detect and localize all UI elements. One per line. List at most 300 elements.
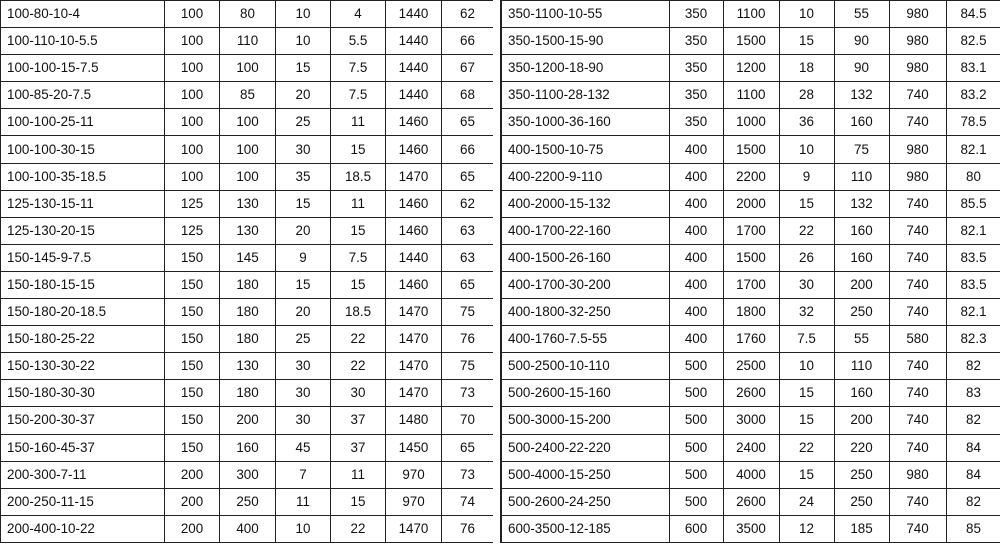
value-cell: 18.5	[331, 163, 386, 190]
model-cell: 100-80-10-4	[1, 1, 165, 28]
pump-spec-table-left	[0, 0, 494, 543]
value-cell: 15	[779, 461, 834, 488]
table-row	[501, 136, 1000, 163]
model-cell: 400-2000-15-132	[501, 190, 669, 217]
value-cell: 300	[220, 461, 276, 488]
table-row	[1, 109, 494, 136]
value-cell: 150	[165, 299, 220, 326]
value-cell: 82.1	[946, 217, 1000, 244]
value-cell: 82	[946, 353, 1000, 380]
left-table-body	[1, 1, 494, 543]
value-cell: 15	[779, 407, 834, 434]
value-cell: 125	[165, 190, 220, 217]
table-row	[1, 244, 494, 271]
value-cell: 24	[779, 488, 834, 515]
value-cell: 250	[834, 461, 889, 488]
value-cell: 63	[442, 244, 494, 271]
value-cell: 740	[889, 271, 946, 298]
value-cell: 83.2	[946, 82, 1000, 109]
table-row	[501, 326, 1000, 353]
value-cell: 20	[276, 217, 331, 244]
value-cell: 76	[442, 515, 494, 542]
value-cell: 1470	[386, 515, 442, 542]
value-cell: 400	[669, 136, 723, 163]
value-cell: 100	[220, 109, 276, 136]
value-cell: 30	[331, 380, 386, 407]
value-cell: 83.5	[946, 271, 1000, 298]
value-cell: 1440	[386, 1, 442, 28]
value-cell: 1100	[723, 1, 779, 28]
table-row	[1, 136, 494, 163]
table-row	[1, 353, 494, 380]
value-cell: 400	[669, 163, 723, 190]
value-cell: 1500	[723, 28, 779, 55]
value-cell: 740	[889, 488, 946, 515]
model-cell: 400-2200-9-110	[501, 163, 669, 190]
model-cell: 100-85-20-7.5	[1, 82, 165, 109]
value-cell: 145	[220, 244, 276, 271]
table-row	[1, 380, 494, 407]
value-cell: 75	[442, 299, 494, 326]
value-cell: 18.5	[331, 299, 386, 326]
value-cell: 980	[889, 136, 946, 163]
value-cell: 580	[889, 326, 946, 353]
table-row	[1, 55, 494, 82]
model-cell: 350-1500-15-90	[501, 28, 669, 55]
table-row	[1, 407, 494, 434]
value-cell: 130	[220, 190, 276, 217]
value-cell: 350	[669, 82, 723, 109]
table-row	[1, 82, 494, 109]
model-cell: 500-3000-15-200	[501, 407, 669, 434]
table-row	[1, 434, 494, 461]
value-cell: 32	[779, 299, 834, 326]
value-cell: 980	[889, 163, 946, 190]
model-cell: 600-3500-12-185	[501, 515, 669, 542]
value-cell: 15	[276, 55, 331, 82]
value-cell: 10	[779, 1, 834, 28]
value-cell: 150	[165, 380, 220, 407]
table-row	[501, 488, 1000, 515]
value-cell: 150	[165, 353, 220, 380]
value-cell: 11	[331, 109, 386, 136]
value-cell: 500	[669, 353, 723, 380]
value-cell: 30	[276, 380, 331, 407]
value-cell: 11	[276, 488, 331, 515]
value-cell: 15	[779, 28, 834, 55]
model-cell: 400-1500-10-75	[501, 136, 669, 163]
value-cell: 62	[442, 1, 494, 28]
value-cell: 65	[442, 271, 494, 298]
table-row	[501, 55, 1000, 82]
value-cell: 10	[779, 136, 834, 163]
model-cell: 350-1100-28-132	[501, 82, 669, 109]
value-cell: 130	[220, 217, 276, 244]
model-cell: 100-100-25-11	[1, 109, 165, 136]
value-cell: 45	[276, 434, 331, 461]
value-cell: 1470	[386, 380, 442, 407]
value-cell: 400	[669, 217, 723, 244]
value-cell: 200	[834, 407, 889, 434]
table-row	[501, 28, 1000, 55]
value-cell: 110	[220, 28, 276, 55]
value-cell: 25	[276, 109, 331, 136]
table-row	[1, 488, 494, 515]
value-cell: 75	[834, 136, 889, 163]
value-cell: 150	[165, 407, 220, 434]
table-row	[501, 515, 1000, 542]
value-cell: 2600	[723, 488, 779, 515]
value-cell: 7.5	[331, 244, 386, 271]
model-cell: 400-1500-26-160	[501, 244, 669, 271]
table-row	[1, 163, 494, 190]
model-cell: 150-200-30-37	[1, 407, 165, 434]
model-cell: 200-300-7-11	[1, 461, 165, 488]
table-row	[501, 271, 1000, 298]
value-cell: 2200	[723, 163, 779, 190]
value-cell: 2500	[723, 353, 779, 380]
value-cell: 90	[834, 28, 889, 55]
value-cell: 1460	[386, 136, 442, 163]
value-cell: 22	[331, 326, 386, 353]
value-cell: 980	[889, 461, 946, 488]
value-cell: 1700	[723, 217, 779, 244]
value-cell: 100	[165, 109, 220, 136]
value-cell: 75	[442, 353, 494, 380]
value-cell: 110	[834, 353, 889, 380]
value-cell: 185	[834, 515, 889, 542]
right-table-body	[501, 1, 1000, 543]
value-cell: 3500	[723, 515, 779, 542]
value-cell: 82.1	[946, 299, 1000, 326]
table-row	[501, 380, 1000, 407]
value-cell: 250	[220, 488, 276, 515]
value-cell: 1440	[386, 244, 442, 271]
value-cell: 7	[276, 461, 331, 488]
value-cell: 73	[442, 461, 494, 488]
model-cell: 150-180-20-18.5	[1, 299, 165, 326]
model-cell: 500-2600-15-160	[501, 380, 669, 407]
model-cell: 400-1700-30-200	[501, 271, 669, 298]
value-cell: 160	[834, 244, 889, 271]
value-cell: 85.5	[946, 190, 1000, 217]
model-cell: 150-145-9-7.5	[1, 244, 165, 271]
model-cell: 150-180-15-15	[1, 271, 165, 298]
value-cell: 22	[779, 217, 834, 244]
value-cell: 740	[889, 299, 946, 326]
value-cell: 55	[834, 326, 889, 353]
value-cell: 85	[946, 515, 1000, 542]
value-cell: 73	[442, 380, 494, 407]
value-cell: 66	[442, 136, 494, 163]
value-cell: 30	[779, 271, 834, 298]
table-row	[1, 28, 494, 55]
value-cell: 160	[220, 434, 276, 461]
value-cell: 15	[331, 136, 386, 163]
value-cell: 76	[442, 326, 494, 353]
value-cell: 36	[779, 109, 834, 136]
value-cell: 26	[779, 244, 834, 271]
value-cell: 82	[946, 488, 1000, 515]
value-cell: 400	[669, 190, 723, 217]
value-cell: 7.5	[331, 82, 386, 109]
value-cell: 1440	[386, 82, 442, 109]
value-cell: 100	[165, 28, 220, 55]
value-cell: 1700	[723, 271, 779, 298]
value-cell: 150	[165, 271, 220, 298]
model-cell: 100-100-15-7.5	[1, 55, 165, 82]
value-cell: 220	[834, 434, 889, 461]
value-cell: 500	[669, 461, 723, 488]
model-cell: 350-1200-18-90	[501, 55, 669, 82]
table-row	[501, 109, 1000, 136]
model-cell: 400-1760-7.5-55	[501, 326, 669, 353]
value-cell: 980	[889, 28, 946, 55]
value-cell: 66	[442, 28, 494, 55]
value-cell: 65	[442, 434, 494, 461]
model-cell: 500-4000-15-250	[501, 461, 669, 488]
value-cell: 37	[331, 407, 386, 434]
table-row	[501, 1, 1000, 28]
value-cell: 200	[220, 407, 276, 434]
value-cell: 10	[276, 515, 331, 542]
table-row	[501, 217, 1000, 244]
value-cell: 1460	[386, 217, 442, 244]
value-cell: 150	[165, 434, 220, 461]
value-cell: 28	[779, 82, 834, 109]
value-cell: 84.5	[946, 1, 1000, 28]
value-cell: 200	[165, 515, 220, 542]
value-cell: 65	[442, 109, 494, 136]
value-cell: 400	[220, 515, 276, 542]
pump-spec-table-right	[500, 0, 1000, 543]
table-row	[501, 82, 1000, 109]
value-cell: 1500	[723, 244, 779, 271]
model-cell: 150-180-25-22	[1, 326, 165, 353]
value-cell: 2600	[723, 380, 779, 407]
value-cell: 980	[889, 55, 946, 82]
value-cell: 100	[165, 136, 220, 163]
value-cell: 1460	[386, 271, 442, 298]
table-row	[1, 299, 494, 326]
value-cell: 1760	[723, 326, 779, 353]
value-cell: 132	[834, 82, 889, 109]
value-cell: 83.1	[946, 55, 1000, 82]
value-cell: 15	[331, 217, 386, 244]
value-cell: 400	[669, 299, 723, 326]
value-cell: 15	[779, 190, 834, 217]
value-cell: 400	[669, 244, 723, 271]
table-row	[501, 190, 1000, 217]
value-cell: 500	[669, 488, 723, 515]
value-cell: 250	[834, 488, 889, 515]
value-cell: 200	[165, 461, 220, 488]
model-cell: 350-1000-36-160	[501, 109, 669, 136]
model-cell: 200-250-11-15	[1, 488, 165, 515]
value-cell: 350	[669, 55, 723, 82]
value-cell: 68	[442, 82, 494, 109]
value-cell: 20	[276, 82, 331, 109]
value-cell: 200	[165, 488, 220, 515]
value-cell: 2400	[723, 434, 779, 461]
value-cell: 500	[669, 380, 723, 407]
value-cell: 30	[276, 353, 331, 380]
value-cell: 18	[779, 55, 834, 82]
value-cell: 74	[442, 488, 494, 515]
value-cell: 15	[276, 271, 331, 298]
value-cell: 4	[331, 1, 386, 28]
value-cell: 15	[779, 380, 834, 407]
model-cell: 100-100-35-18.5	[1, 163, 165, 190]
model-cell: 200-400-10-22	[1, 515, 165, 542]
value-cell: 30	[276, 407, 331, 434]
value-cell: 10	[276, 1, 331, 28]
value-cell: 1200	[723, 55, 779, 82]
value-cell: 65	[442, 163, 494, 190]
value-cell: 85	[220, 82, 276, 109]
value-cell: 1480	[386, 407, 442, 434]
value-cell: 130	[220, 353, 276, 380]
value-cell: 70	[442, 407, 494, 434]
value-cell: 980	[889, 1, 946, 28]
value-cell: 30	[276, 136, 331, 163]
value-cell: 740	[889, 217, 946, 244]
value-cell: 1440	[386, 55, 442, 82]
value-cell: 1470	[386, 299, 442, 326]
value-cell: 200	[834, 271, 889, 298]
value-cell: 37	[331, 434, 386, 461]
value-cell: 9	[779, 163, 834, 190]
table-row	[501, 434, 1000, 461]
value-cell: 90	[834, 55, 889, 82]
table-row	[501, 163, 1000, 190]
value-cell: 500	[669, 407, 723, 434]
value-cell: 1470	[386, 326, 442, 353]
model-cell: 500-2500-10-110	[501, 353, 669, 380]
table-row	[501, 353, 1000, 380]
value-cell: 82.5	[946, 28, 1000, 55]
value-cell: 250	[834, 299, 889, 326]
value-cell: 740	[889, 407, 946, 434]
table-row	[1, 1, 494, 28]
value-cell: 180	[220, 380, 276, 407]
value-cell: 350	[669, 109, 723, 136]
value-cell: 740	[889, 190, 946, 217]
model-cell: 150-180-30-30	[1, 380, 165, 407]
value-cell: 400	[669, 326, 723, 353]
value-cell: 1460	[386, 190, 442, 217]
value-cell: 78.5	[946, 109, 1000, 136]
value-cell: 22	[779, 434, 834, 461]
value-cell: 350	[669, 28, 723, 55]
table-row	[501, 244, 1000, 271]
model-cell: 125-130-15-11	[1, 190, 165, 217]
table-row	[501, 461, 1000, 488]
value-cell: 9	[276, 244, 331, 271]
value-cell: 970	[386, 461, 442, 488]
value-cell: 80	[220, 1, 276, 28]
value-cell: 11	[331, 190, 386, 217]
value-cell: 15	[276, 190, 331, 217]
value-cell: 132	[834, 190, 889, 217]
value-cell: 10	[276, 28, 331, 55]
value-cell: 970	[386, 488, 442, 515]
value-cell: 1100	[723, 82, 779, 109]
value-cell: 55	[834, 1, 889, 28]
value-cell: 160	[834, 109, 889, 136]
value-cell: 110	[834, 163, 889, 190]
value-cell: 1000	[723, 109, 779, 136]
model-cell: 150-130-30-22	[1, 353, 165, 380]
value-cell: 82.3	[946, 326, 1000, 353]
value-cell: 2000	[723, 190, 779, 217]
table-row	[1, 271, 494, 298]
value-cell: 100	[220, 163, 276, 190]
value-cell: 125	[165, 217, 220, 244]
table-row	[1, 326, 494, 353]
table-row	[1, 515, 494, 542]
value-cell: 100	[165, 82, 220, 109]
value-cell: 82	[946, 407, 1000, 434]
value-cell: 62	[442, 190, 494, 217]
table-row	[1, 190, 494, 217]
value-cell: 100	[165, 1, 220, 28]
value-cell: 82.1	[946, 136, 1000, 163]
value-cell: 180	[220, 326, 276, 353]
value-cell: 22	[331, 353, 386, 380]
model-cell: 100-110-10-5.5	[1, 28, 165, 55]
value-cell: 500	[669, 434, 723, 461]
value-cell: 10	[779, 353, 834, 380]
value-cell: 84	[946, 434, 1000, 461]
value-cell: 600	[669, 515, 723, 542]
value-cell: 83.5	[946, 244, 1000, 271]
value-cell: 20	[276, 299, 331, 326]
value-cell: 740	[889, 82, 946, 109]
value-cell: 740	[889, 380, 946, 407]
model-cell: 350-1100-10-55	[501, 1, 669, 28]
model-cell: 500-2600-24-250	[501, 488, 669, 515]
value-cell: 25	[276, 326, 331, 353]
value-cell: 400	[669, 271, 723, 298]
value-cell: 1460	[386, 109, 442, 136]
value-cell: 1450	[386, 434, 442, 461]
value-cell: 63	[442, 217, 494, 244]
value-cell: 180	[220, 271, 276, 298]
value-cell: 15	[331, 271, 386, 298]
value-cell: 83	[946, 380, 1000, 407]
value-cell: 150	[165, 244, 220, 271]
value-cell: 150	[165, 326, 220, 353]
value-cell: 350	[669, 1, 723, 28]
table-row	[501, 299, 1000, 326]
value-cell: 1440	[386, 28, 442, 55]
model-cell: 400-1800-32-250	[501, 299, 669, 326]
value-cell: 1500	[723, 136, 779, 163]
value-cell: 740	[889, 109, 946, 136]
value-cell: 12	[779, 515, 834, 542]
value-cell: 100	[220, 136, 276, 163]
value-cell: 7.5	[331, 55, 386, 82]
table-row	[1, 461, 494, 488]
value-cell: 5.5	[331, 28, 386, 55]
value-cell: 740	[889, 434, 946, 461]
value-cell: 3000	[723, 407, 779, 434]
value-cell: 15	[331, 488, 386, 515]
value-cell: 160	[834, 217, 889, 244]
value-cell: 100	[220, 55, 276, 82]
value-cell: 80	[946, 163, 1000, 190]
